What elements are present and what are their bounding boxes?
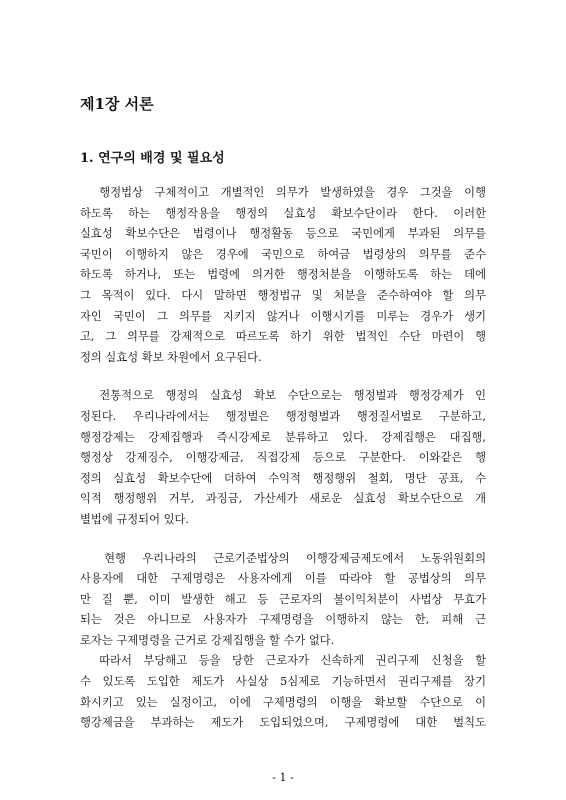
text-line: 그 목적이 있다. 다시 말하면 행정법규 및 처분을 준수하여야 할 의무 — [80, 288, 486, 302]
text-line: 별법에 규정되어 있다. — [80, 512, 189, 526]
text-line: 전통적으로 행정의 실효성 확보 수단으로는 행정벌과 행정강제가 인 — [80, 389, 486, 403]
text-line: 자인 국민이 그 의무를 지키지 않거나 이행시기를 미루는 경우가 생기 — [80, 309, 486, 323]
chapter-title: 제1장 서론 — [80, 95, 154, 113]
text-line: 익적 행정행위 거부, 과징금, 가산세가 새로운 실효성 확보수단으로 개 — [80, 492, 486, 506]
paragraph-2 — [80, 386, 486, 530]
paragraph-4 — [80, 651, 486, 733]
paragraph-gap — [80, 368, 486, 386]
section-title: 1. 연구의 배경 및 필요성 — [80, 151, 225, 166]
text-line: 로자는 구제명령을 근거로 강제집행을 할 수가 없다. — [80, 633, 335, 647]
text-line: 하도록 하거나, 또는 법령에 의거한 행정처분을 이행하도록 하는 데에 — [80, 268, 486, 282]
body-text — [80, 183, 486, 734]
text-line: 만 질 뿐, 이미 발생한 해고 등 근로자의 불이익처분이 사법상 무효가 — [80, 592, 486, 606]
text-line: 수 있도록 도입한 제도가 사실상 5심제로 기능하면서 권리구제를 장기 — [80, 675, 486, 689]
text-line: 따라서 부당해고 등을 당한 근로자가 신속하게 권리구제 신청을 할 — [80, 654, 486, 668]
page-number: - 1 - — [272, 771, 294, 784]
text-line: 현행 우리나라의 근로기준법상의 이행강제금제도에서 노동위원회의 — [80, 551, 486, 565]
text-line: 화시키고 있는 실정이고, 이에 구제명령의 이행을 확보할 수단으로 이 — [80, 695, 486, 709]
text-line: 행정법상 구체적이고 개별적인 의무가 발생하였을 경우 그것을 이행 — [80, 186, 486, 199]
paragraph-1 — [80, 183, 486, 368]
text-line: 행정상 강제징수, 이행강제금, 직접강제 등으로 구분한다. 이와같은 행 — [80, 451, 486, 465]
paragraph-gap — [80, 531, 486, 549]
paragraph-3 — [80, 549, 486, 652]
text-line: 행강제금을 부과하는 제도가 도입되었으며, 구제명령에 대한 벌칙도 — [80, 716, 486, 730]
text-line: 되는 것은 아니므로 사용자가 구제명령을 이행하지 않는 한, 피해 근 — [80, 613, 486, 627]
text-line: 행정강제는 강제집행과 즉시강제로 분류하고 있다. 강제집행은 대집행, — [80, 430, 486, 444]
text-line: 하도록 하는 행정작용을 행정의 실효성 확보수단이라 한다. 이러한 — [80, 206, 486, 220]
text-line: 국민이 이행하지 않은 경우에 국민으로 하여금 법령상의 의무를 준수 — [80, 247, 486, 261]
text-line: 정의 실효성 확보수단에 더하여 수익적 행정행위 철회, 명단 공표, 수 — [80, 471, 486, 485]
text-line: 정의 실효성 확보 차원에서 요구된다. — [80, 350, 262, 364]
text-line: 고, 그 의무를 강제적으로 따르도록 하기 위한 법적인 수단 마련이 행 — [80, 330, 486, 344]
text-line: 사용자에 대한 구제명령은 사용자에게 이를 따라야 할 공법상의 의무 — [80, 572, 486, 586]
text-line: 정된다. 우리나라에서는 행정벌은 행정형벌과 행정질서벌로 구분하고, — [80, 409, 486, 423]
text-line: 실효성 확보수단은 법령이나 행정활동 등으로 국민에게 부과된 의무를 — [80, 227, 486, 241]
